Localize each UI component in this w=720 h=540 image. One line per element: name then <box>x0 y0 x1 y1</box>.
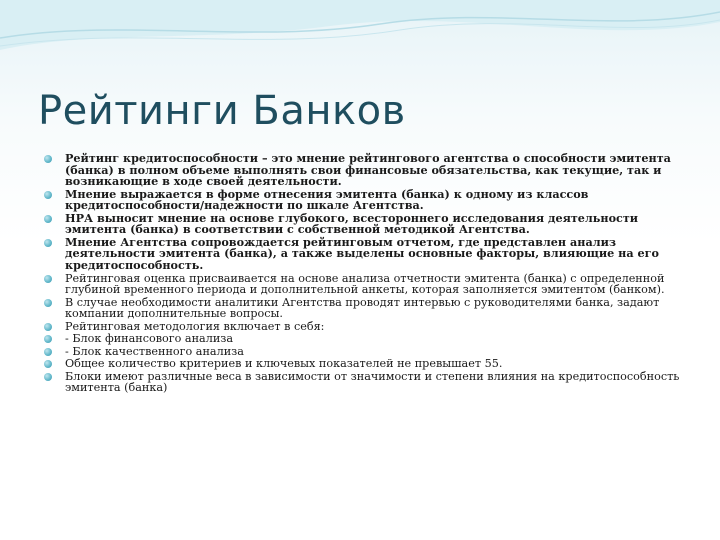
list-item <box>44 358 684 370</box>
list-item-text: Рейтинговая оценка присваивается на основе анализа отчетности эмитента (банка) с определенной глубиной временного периода и дополнительной анкеты, которая заполняется эмитентом (банком). <box>65 271 665 297</box>
bullet-list <box>44 153 684 395</box>
list-item <box>44 210 684 237</box>
header-wave-decoration <box>0 0 720 70</box>
list-item-text: Общее количество критериев и ключевых показателей не превышает 55. <box>65 357 503 371</box>
list-item <box>44 186 684 213</box>
round-bullet-icon <box>44 215 52 223</box>
list-item <box>44 273 684 296</box>
round-bullet-icon <box>44 155 52 163</box>
slide-title: Рейтинги Банков <box>38 88 406 134</box>
round-bullet-icon <box>44 191 52 199</box>
list-item-text: Мнение Агентства сопровождается рейтинговым отчетом, где представлен анализ деятельности эмитента (банка), а также выделены основные факторы, влияющие на его кредитоспособность. <box>65 234 659 273</box>
list-item-text: - Блок качественного анализа <box>65 344 244 358</box>
list-item <box>44 371 684 394</box>
round-bullet-icon <box>44 373 52 381</box>
list-item-text: Рейтинговая методология включает в себя: <box>65 319 325 333</box>
list-item-text: Рейтинг кредитоспособности – это мнение рейтингового агентства о способности эмитента (банка) в полном объеме выполнять свои финансовые обязательства, как текущие, так и возникающие в ходе своей деятельности. <box>65 151 671 189</box>
list-item-text: НРА выносит мнение на основе глубокого, всестороннего исследования деятельности эмитента (банка) в соответствии с собственной методикой Агентства. <box>65 210 639 237</box>
list-item <box>44 297 684 320</box>
list-item-text: Мнение выражается в форме отнесения эмитента (банка) к одному из классов кредитоспособности/надежности по шкале Агентства. <box>65 186 589 213</box>
list-item <box>44 333 684 345</box>
wave-fill <box>0 0 720 50</box>
list-item-text: - Блок финансового анализа <box>65 332 234 346</box>
list-item <box>44 321 684 333</box>
list-item <box>44 346 684 358</box>
list-item <box>44 153 684 188</box>
round-bullet-icon <box>44 360 52 368</box>
round-bullet-icon <box>44 348 52 356</box>
list-item-text: В случае необходимости аналитики Агентства проводят интервью с руководителями банка, задают компании дополнительные вопросы. <box>65 295 660 321</box>
round-bullet-icon <box>44 299 52 307</box>
list-item <box>44 234 684 273</box>
round-bullet-icon <box>44 239 52 247</box>
round-bullet-icon <box>44 323 52 331</box>
round-bullet-icon <box>44 335 52 343</box>
round-bullet-icon <box>44 275 52 283</box>
list-item-text: Блоки имеют различные веса в зависимости от значимости и степени влияния на кредитоспособность эмитента (банка) <box>65 369 680 395</box>
